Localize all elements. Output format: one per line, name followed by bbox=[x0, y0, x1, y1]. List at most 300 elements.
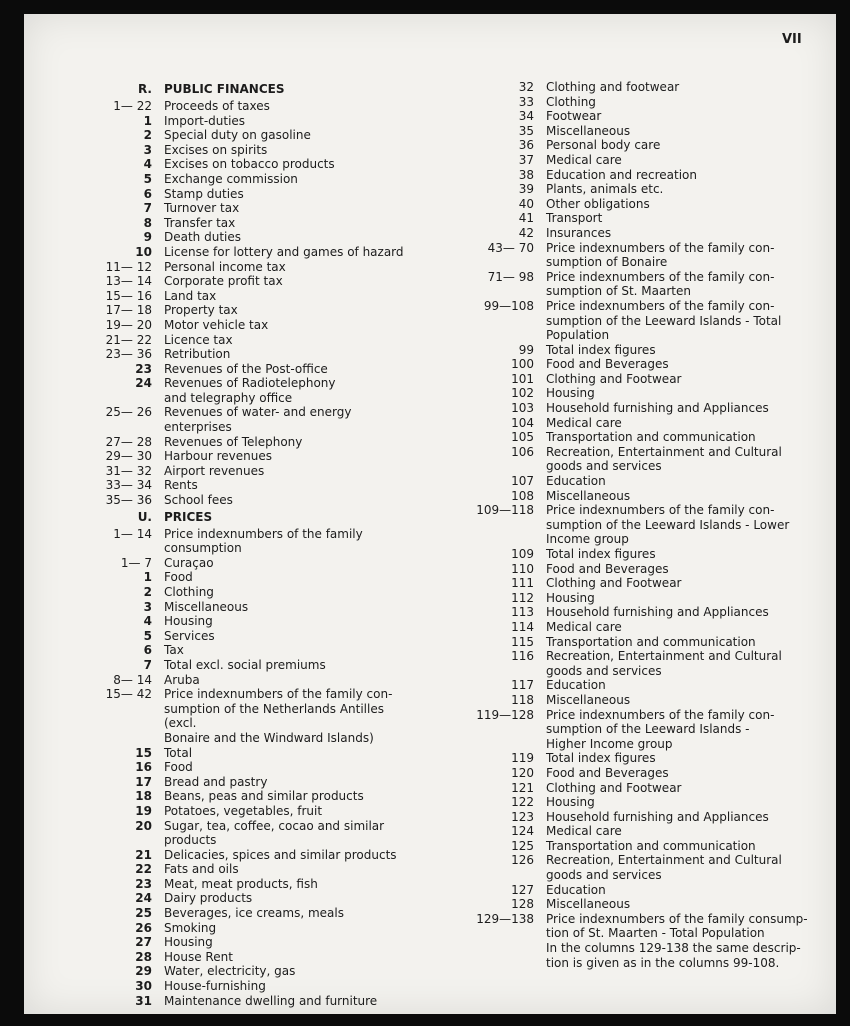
table-number: 11— 12 bbox=[105, 259, 152, 274]
table-description: sumption of the Leeward Islands - bbox=[546, 722, 750, 737]
table-of-contents-entry bbox=[432, 459, 830, 474]
table-number bbox=[432, 314, 546, 329]
table-description: Bonaire and the Windward Islands) bbox=[164, 730, 374, 745]
table-of-contents-entry bbox=[24, 449, 412, 464]
table-description: Special duty on gasoline bbox=[164, 128, 311, 143]
table-of-contents-entry bbox=[432, 532, 830, 547]
table-description: Import-duties bbox=[164, 113, 246, 128]
table-of-contents-entry bbox=[432, 386, 830, 401]
table-number: 27— 28 bbox=[105, 434, 152, 449]
table-number: 43— 70 bbox=[487, 240, 534, 255]
table-description: Property tax bbox=[164, 303, 238, 318]
table-of-contents-entry bbox=[24, 216, 412, 231]
table-of-contents-entry bbox=[432, 678, 830, 693]
right-column bbox=[432, 80, 830, 970]
table-number: 16 bbox=[135, 760, 152, 775]
table-description: Miscellaneous bbox=[164, 599, 249, 614]
table-of-contents-entry bbox=[24, 143, 412, 158]
table-of-contents-entry bbox=[432, 795, 830, 810]
table-description: House Rent bbox=[164, 949, 233, 964]
table-of-contents-entry bbox=[432, 211, 830, 226]
table-of-contents-entry bbox=[24, 230, 412, 245]
table-of-contents-entry bbox=[432, 839, 830, 854]
table-number: 27 bbox=[135, 935, 152, 950]
table-description: Turnover tax bbox=[164, 201, 240, 216]
table-number: 114 bbox=[511, 619, 534, 634]
table-description: tion is given as in the columns 99-108. bbox=[546, 955, 780, 970]
table-description: Population bbox=[546, 328, 610, 343]
table-description: Death duties bbox=[164, 230, 241, 245]
table-number bbox=[432, 941, 546, 956]
table-description: Insurances bbox=[546, 225, 612, 240]
table-number: 101 bbox=[511, 371, 534, 386]
table-description: Medical care bbox=[546, 824, 622, 839]
table-number: 109 bbox=[511, 547, 534, 561]
table-of-contents-entry bbox=[432, 883, 830, 898]
table-description: Food bbox=[164, 760, 193, 775]
table-number: 104 bbox=[511, 415, 534, 430]
table-of-contents-entry bbox=[432, 620, 830, 635]
table-description: Medical care bbox=[546, 152, 622, 167]
table-number: 107 bbox=[511, 474, 534, 489]
table-description: Housing bbox=[164, 614, 213, 629]
table-of-contents-entry bbox=[432, 95, 830, 110]
table-of-contents-entry bbox=[432, 751, 830, 766]
table-of-contents-entry bbox=[24, 819, 412, 834]
table-description: goods and services bbox=[546, 459, 662, 474]
left-column bbox=[24, 80, 412, 1008]
table-of-contents-entry bbox=[24, 303, 412, 318]
table-of-contents-entry bbox=[24, 128, 412, 143]
table-of-contents-entry bbox=[24, 673, 412, 688]
table-of-contents-entry bbox=[24, 347, 412, 362]
table-number: 18 bbox=[135, 789, 152, 804]
table-of-contents-entry bbox=[432, 372, 830, 387]
table-of-contents-entry bbox=[24, 760, 412, 775]
table-description: Price indexnumbers of the family con- bbox=[546, 298, 775, 313]
table-number: 17— 18 bbox=[105, 303, 152, 318]
table-number: 42 bbox=[518, 225, 534, 240]
table-of-contents-entry bbox=[432, 357, 830, 372]
table-of-contents-entry bbox=[432, 926, 830, 941]
table-number bbox=[24, 833, 164, 848]
table-number: 105 bbox=[511, 430, 534, 445]
table-number: 119 bbox=[511, 751, 534, 766]
table-of-contents-entry bbox=[24, 570, 412, 585]
table-number: 118 bbox=[511, 692, 534, 707]
table-of-contents-entry bbox=[24, 274, 412, 289]
table-number bbox=[432, 868, 546, 883]
table-of-contents-entry bbox=[432, 153, 830, 168]
table-number: 35— 36 bbox=[105, 493, 152, 508]
table-number: 99—108 bbox=[483, 298, 534, 313]
table-number bbox=[432, 664, 546, 679]
table-number: 20 bbox=[135, 818, 152, 833]
table-number: 126 bbox=[511, 853, 534, 868]
table-number: 10 bbox=[135, 244, 152, 259]
table-of-contents-entry bbox=[432, 182, 830, 197]
table-of-contents-entry bbox=[24, 260, 412, 275]
table-of-contents-entry bbox=[24, 629, 412, 644]
table-number: 7 bbox=[143, 657, 152, 672]
table-description: sumption of the Leeward Islands - Lower bbox=[546, 517, 790, 532]
table-number: 9 bbox=[143, 230, 152, 245]
table-description: Education bbox=[546, 474, 606, 489]
section-heading bbox=[24, 510, 412, 525]
table-of-contents-entry bbox=[24, 157, 412, 172]
table-of-contents-entry bbox=[432, 912, 830, 927]
table-of-contents-entry bbox=[24, 731, 412, 746]
table-number: 26 bbox=[135, 920, 152, 935]
table-description: Clothing and Footwear bbox=[546, 576, 682, 591]
table-description: Household furnishing and Appliances bbox=[546, 401, 769, 416]
table-description: Revenues of Radiotelephony bbox=[164, 376, 336, 391]
table-number: 124 bbox=[511, 824, 534, 839]
table-number: 33 bbox=[518, 94, 534, 109]
table-description: Footwear bbox=[546, 109, 602, 124]
table-number: 4 bbox=[143, 157, 152, 172]
table-of-contents-entry bbox=[432, 241, 830, 256]
table-description: Total bbox=[164, 745, 193, 760]
table-number: 15— 42 bbox=[105, 687, 152, 702]
table-number: 103 bbox=[511, 401, 534, 416]
table-of-contents-entry bbox=[432, 503, 830, 518]
table-number bbox=[432, 532, 546, 547]
table-number bbox=[432, 722, 546, 737]
table-of-contents-entry bbox=[24, 775, 412, 790]
section-title: PUBLIC FINANCES bbox=[164, 82, 285, 96]
table-description: Services bbox=[164, 628, 215, 643]
table-description: Plants, animals etc. bbox=[546, 182, 664, 197]
table-description: In the columns 129-138 the same descrip- bbox=[546, 941, 801, 956]
table-number: 102 bbox=[511, 386, 534, 401]
table-number: 40 bbox=[518, 196, 534, 211]
table-of-contents-entry bbox=[432, 109, 830, 124]
table-description: products bbox=[164, 833, 217, 848]
table-number: 3 bbox=[143, 599, 152, 614]
table-number: 23 bbox=[135, 361, 152, 376]
table-number: 25— 26 bbox=[105, 405, 152, 420]
table-number: 116 bbox=[511, 649, 534, 664]
table-of-contents-entry bbox=[24, 362, 412, 377]
table-number: 39 bbox=[518, 182, 534, 197]
table-number: 15 bbox=[135, 745, 152, 760]
table-of-contents-entry bbox=[24, 994, 412, 1009]
table-description: Transportation and communication bbox=[546, 838, 756, 853]
table-description: Food bbox=[164, 570, 193, 585]
table-number bbox=[432, 284, 546, 299]
table-number bbox=[432, 328, 546, 343]
section-heading bbox=[24, 82, 412, 97]
table-of-contents-entry bbox=[432, 124, 830, 139]
table-number: 1— 7 bbox=[120, 555, 152, 570]
table-of-contents-entry bbox=[432, 138, 830, 153]
table-of-contents-entry bbox=[432, 343, 830, 358]
table-description: sumption of St. Maarten bbox=[546, 284, 691, 299]
table-number: 99 bbox=[518, 342, 534, 357]
table-of-contents-entry bbox=[24, 848, 412, 863]
table-number: 6 bbox=[143, 643, 152, 658]
table-number: 29 bbox=[135, 964, 152, 979]
table-number: 113 bbox=[511, 605, 534, 620]
table-of-contents-entry bbox=[24, 964, 412, 979]
table-of-contents-entry bbox=[24, 187, 412, 202]
table-number bbox=[24, 391, 164, 406]
table-of-contents-entry bbox=[432, 547, 830, 562]
table-description: Housing bbox=[546, 590, 595, 605]
table-description: Airport revenues bbox=[164, 463, 265, 478]
table-number: 29— 30 bbox=[105, 449, 152, 464]
table-number: 17 bbox=[135, 774, 152, 789]
table-description: Aruba bbox=[164, 672, 200, 687]
table-number: 41 bbox=[518, 211, 534, 226]
table-description: Excises on tobacco products bbox=[164, 157, 335, 172]
table-number: 108 bbox=[511, 488, 534, 503]
table-of-contents-entry bbox=[24, 435, 412, 450]
table-of-contents-entry bbox=[24, 478, 412, 493]
table-description: Revenues of water- and energy enterprises bbox=[164, 405, 352, 435]
table-description: Curaçao bbox=[164, 555, 214, 570]
table-of-contents-entry bbox=[432, 605, 830, 620]
table-description: Education bbox=[546, 882, 606, 897]
table-description: Harbour revenues bbox=[164, 449, 273, 464]
table-of-contents-entry bbox=[24, 114, 412, 129]
table-number bbox=[432, 737, 546, 752]
table-number: 34 bbox=[518, 109, 534, 124]
table-number: 2 bbox=[143, 585, 152, 599]
table-description: Food and Beverages bbox=[546, 561, 669, 576]
table-of-contents-entry bbox=[432, 474, 830, 489]
section-letter: U. bbox=[137, 509, 152, 524]
table-number: 1 bbox=[143, 113, 152, 128]
table-description: Total index figures bbox=[546, 547, 656, 561]
table-number: 106 bbox=[511, 444, 534, 459]
table-number: 19 bbox=[135, 803, 152, 818]
table-number: 129—138 bbox=[476, 911, 534, 926]
table-number: 15— 16 bbox=[105, 288, 152, 303]
table-of-contents-entry bbox=[432, 270, 830, 285]
table-number: 3 bbox=[143, 142, 152, 157]
table-number: 21 bbox=[135, 847, 152, 862]
table-number: 35 bbox=[518, 123, 534, 138]
table-description: Higher Income group bbox=[546, 736, 673, 751]
table-number: 32 bbox=[518, 80, 534, 94]
table-description: Tax bbox=[164, 643, 184, 658]
table-of-contents-entry bbox=[432, 824, 830, 839]
table-description: Clothing bbox=[546, 94, 596, 109]
table-number: 127 bbox=[511, 882, 534, 897]
table-description: Other obligations bbox=[546, 196, 650, 211]
table-of-contents-entry bbox=[24, 877, 412, 892]
table-description: tion of St. Maarten - Total Population bbox=[546, 926, 765, 941]
table-of-contents-entry bbox=[432, 255, 830, 270]
table-description: Price indexnumbers of the family con- bbox=[546, 240, 775, 255]
table-description: Food and Beverages bbox=[546, 357, 669, 372]
table-description: Total index figures bbox=[546, 342, 656, 357]
table-of-contents-entry bbox=[24, 201, 412, 216]
table-of-contents-entry bbox=[24, 862, 412, 877]
table-description: Dairy products bbox=[164, 891, 253, 906]
table-description: Household furnishing and Appliances bbox=[546, 809, 769, 824]
table-of-contents-entry bbox=[24, 600, 412, 615]
table-number bbox=[24, 702, 164, 731]
table-description: sumption of Bonaire bbox=[546, 255, 668, 270]
table-of-contents-entry bbox=[432, 810, 830, 825]
table-description: Medical care bbox=[546, 415, 622, 430]
table-description: Exchange commission bbox=[164, 171, 298, 186]
table-number: 31— 32 bbox=[105, 463, 152, 478]
table-of-contents-entry bbox=[24, 746, 412, 761]
table-of-contents-entry bbox=[24, 906, 412, 921]
table-description: Medical care bbox=[546, 619, 622, 634]
table-description: Revenues of Telephony bbox=[164, 434, 303, 449]
table-description: Price indexnumbers of the family con- bbox=[546, 707, 775, 722]
table-number: 115 bbox=[511, 634, 534, 649]
table-number: 125 bbox=[511, 838, 534, 853]
table-of-contents-entry bbox=[432, 737, 830, 752]
table-number: 117 bbox=[511, 678, 534, 693]
section-title: PRICES bbox=[164, 509, 213, 524]
table-of-contents-entry bbox=[24, 643, 412, 658]
table-of-contents-entry bbox=[432, 284, 830, 299]
table-number: 23 bbox=[135, 876, 152, 891]
table-of-contents-entry bbox=[24, 950, 412, 965]
table-number bbox=[24, 541, 164, 556]
table-number: 8— 14 bbox=[113, 672, 152, 687]
table-of-contents-entry bbox=[432, 445, 830, 460]
table-description: Beverages, ice creams, meals bbox=[164, 906, 344, 921]
table-number: 120 bbox=[511, 765, 534, 780]
table-description: Total index figures bbox=[546, 751, 656, 766]
table-description: House-furnishing bbox=[164, 979, 266, 994]
table-description: Bread and pastry bbox=[164, 774, 268, 789]
table-description: goods and services bbox=[546, 868, 662, 883]
table-description: Transportation and communication bbox=[546, 430, 756, 445]
table-description: Transportation and communication bbox=[546, 634, 756, 649]
table-of-contents-entry bbox=[24, 464, 412, 479]
table-description: Housing bbox=[546, 795, 595, 810]
table-description: Personal body care bbox=[546, 138, 661, 153]
table-description: Recreation, Entertainment and Cultural bbox=[546, 853, 782, 868]
table-description: Excises on spirits bbox=[164, 142, 268, 157]
table-number bbox=[24, 731, 164, 746]
table-number: 28 bbox=[135, 949, 152, 964]
table-of-contents-entry bbox=[24, 99, 412, 114]
table-number: 5 bbox=[143, 171, 152, 186]
table-of-contents-entry bbox=[24, 556, 412, 571]
table-description: Retribution bbox=[164, 347, 231, 362]
table-of-contents-entry bbox=[432, 693, 830, 708]
table-number: 119—128 bbox=[476, 707, 534, 722]
table-of-contents-entry bbox=[24, 391, 412, 406]
table-of-contents-entry bbox=[432, 197, 830, 212]
table-number: 4 bbox=[143, 614, 152, 629]
table-description: Price indexnumbers of the family con- bbox=[546, 269, 775, 284]
table-of-contents-entry bbox=[24, 891, 412, 906]
table-number bbox=[432, 956, 546, 971]
table-of-contents-entry bbox=[24, 541, 412, 556]
table-number: 122 bbox=[511, 795, 534, 810]
table-number: 5 bbox=[143, 628, 152, 643]
table-description: Price indexnumbers of the family consump- bbox=[546, 911, 808, 926]
table-description: Miscellaneous bbox=[546, 123, 631, 138]
table-of-contents-entry bbox=[432, 518, 830, 533]
table-number bbox=[432, 255, 546, 270]
table-number: 25 bbox=[135, 906, 152, 921]
table-description: sumption of the Leeward Islands - Total bbox=[546, 313, 782, 328]
table-number: 8 bbox=[143, 215, 152, 230]
table-of-contents-entry bbox=[432, 591, 830, 606]
table-description: Land tax bbox=[164, 288, 217, 303]
table-description: Rents bbox=[164, 478, 198, 493]
table-description: Smoking bbox=[164, 920, 217, 935]
table-of-contents-entry bbox=[432, 781, 830, 796]
table-description: Food and Beverages bbox=[546, 765, 669, 780]
table-description: Delicacies, spices and similar products bbox=[164, 847, 397, 862]
table-of-contents-entry bbox=[432, 401, 830, 416]
table-description: Transfer tax bbox=[164, 215, 236, 230]
table-of-contents-entry bbox=[432, 956, 830, 971]
table-description: Housing bbox=[546, 386, 595, 401]
table-of-contents-entry bbox=[432, 314, 830, 329]
table-description: Education and recreation bbox=[546, 167, 697, 182]
table-description: Total excl. social premiums bbox=[164, 657, 326, 672]
table-of-contents-entry bbox=[432, 562, 830, 577]
table-of-contents-entry bbox=[432, 226, 830, 241]
table-of-contents-entry bbox=[24, 921, 412, 936]
table-number: 123 bbox=[511, 809, 534, 824]
table-description: Price indexnumbers of the family con- bbox=[546, 503, 775, 518]
table-of-contents-entry bbox=[24, 789, 412, 804]
table-description: Corporate profit tax bbox=[164, 274, 283, 289]
table-number: 110 bbox=[511, 561, 534, 576]
table-description: Clothing bbox=[164, 585, 214, 599]
table-description: Meat, meat products, fish bbox=[164, 876, 318, 891]
table-of-contents-entry bbox=[24, 687, 412, 702]
table-description: Miscellaneous bbox=[546, 897, 631, 912]
table-of-contents-entry bbox=[24, 804, 412, 819]
table-of-contents-entry bbox=[24, 527, 412, 542]
table-description: Income group bbox=[546, 532, 629, 547]
section-letter: R. bbox=[137, 82, 152, 96]
table-description: Stamp duties bbox=[164, 186, 244, 201]
table-number: 1— 14 bbox=[113, 526, 152, 541]
table-description: Miscellaneous bbox=[546, 692, 631, 707]
table-description: Education bbox=[546, 678, 606, 693]
table-number: 121 bbox=[511, 780, 534, 795]
table-of-contents-entry bbox=[432, 941, 830, 956]
table-number: 37 bbox=[518, 152, 534, 167]
table-description: Housing bbox=[164, 935, 213, 950]
table-number: 2 bbox=[143, 128, 152, 143]
table-number: 6 bbox=[143, 186, 152, 201]
table-description: Maintenance dwelling and furniture bbox=[164, 993, 378, 1008]
table-description: Recreation, Entertainment and Cultural bbox=[546, 444, 782, 459]
table-number: 1— 22 bbox=[113, 99, 152, 113]
table-description: Motor vehicle tax bbox=[164, 317, 269, 332]
table-of-contents-entry bbox=[24, 245, 412, 260]
table-of-contents-entry bbox=[432, 299, 830, 314]
table-of-contents-entry bbox=[432, 868, 830, 883]
table-number: 7 bbox=[143, 201, 152, 216]
table-description: Transport bbox=[546, 211, 603, 226]
table-number: 21— 22 bbox=[105, 332, 152, 347]
table-of-contents-entry bbox=[24, 979, 412, 994]
table-description: Price indexnumbers of the family bbox=[164, 526, 363, 541]
table-description: Water, electricity, gas bbox=[164, 964, 296, 979]
page-number: VII bbox=[782, 32, 802, 47]
table-number bbox=[432, 518, 546, 533]
